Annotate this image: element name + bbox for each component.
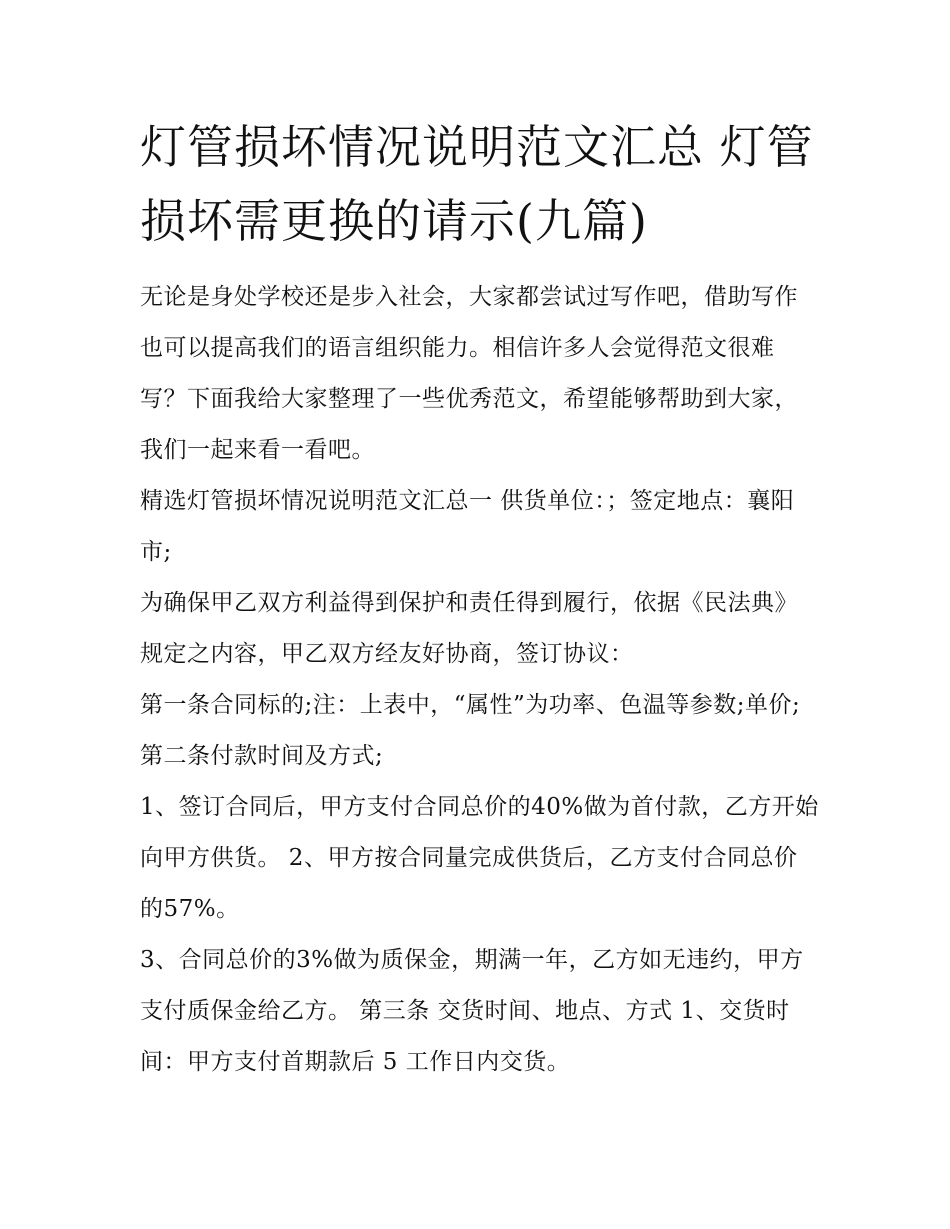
intro-paragraph: 无论是身处学校还是步入社会，大家都尝试过写作吧，借助写作也可以提高我们的语言组织能力。相信许多人会觉得范文很难写？下面我给大家整理了一些优秀范文，希望能够帮助到大家，我们一起来看一看吧。	[140, 284, 798, 463]
warranty-delivery-paragraph: 3、合同总价的3%做为质保金，期满一年，乙方如无违约，甲方支付质保金给乙方。 第三条 交货时间、地点、方式 1、交货时间：甲方支付首期款后 5 工作日内交货。	[140, 947, 804, 1075]
document-title: 灯管损坏情况说明范文汇总 灯管损坏需更换的请示(九篇)	[140, 120, 814, 248]
document-page	[140, 110, 820, 1088]
payment-terms-paragraph: 1、签订合同后，甲方支付合同总价的40%做为首付款，乙方开始向甲方供货。 2、甲方按合同量完成供货后，乙方支付合同总价的57%。	[140, 794, 819, 922]
agreement-basis-paragraph: 为确保甲乙双方利益得到保护和责任得到履行，依据《民法典》规定之内容，甲乙双方经友好协商，签订协议：	[140, 590, 798, 667]
supplier-paragraph: 精选灯管损坏情况说明范文汇总一 供货单位：；签定地点：襄阳市;	[140, 488, 795, 565]
article-one-paragraph: 第一条合同标的;注：上表中，“属性”为功率、色温等参数;单价; 第二条付款时间及方式;	[140, 692, 801, 769]
